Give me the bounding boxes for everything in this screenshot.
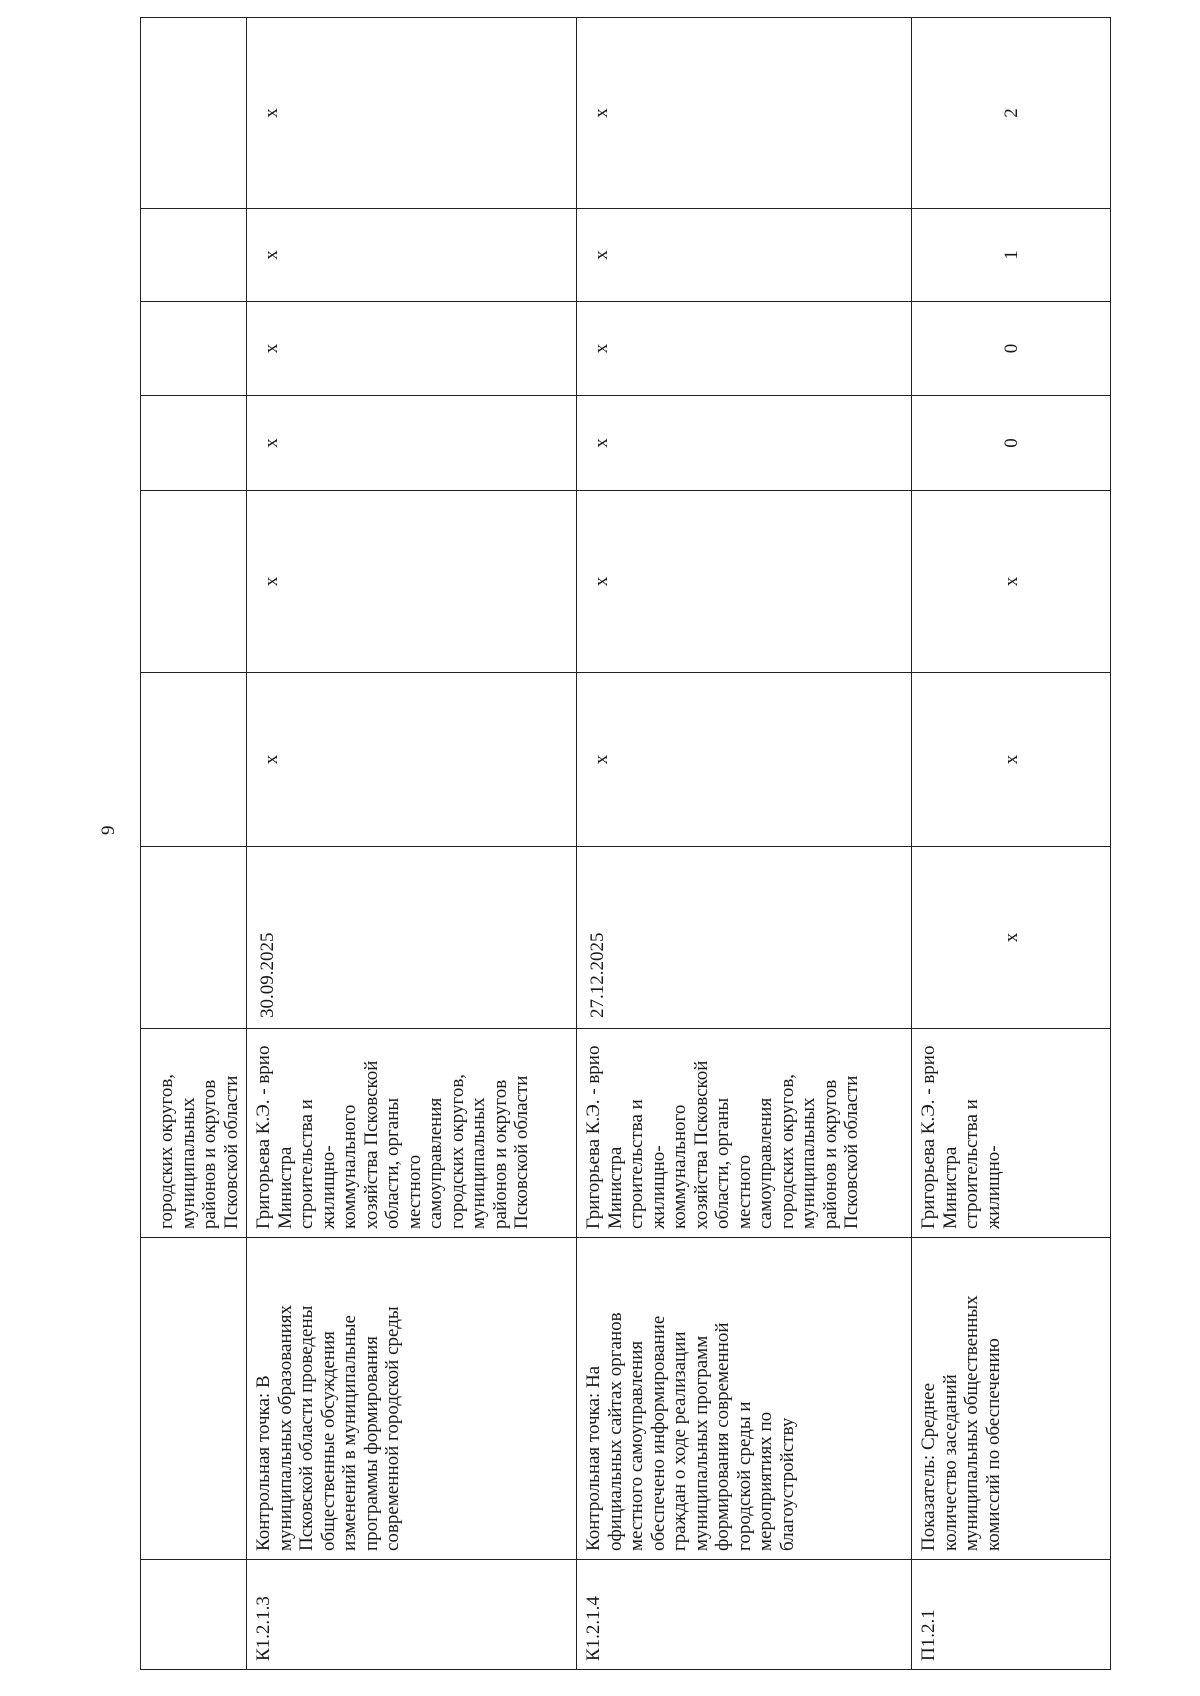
page-number: 9 [98, 825, 119, 835]
table-row [577, 18, 912, 1670]
row-value-4 [141, 302, 247, 396]
row-value-4: x [247, 302, 577, 396]
row-name: Контрольная точка: На официальных сайтах органов местного самоуправления обеспечено информирование граждан о ходе реализации муниципальных программ формирования современной городской среды и мероприятиях по благоустройству [577, 1238, 912, 1560]
row-date [141, 847, 247, 1029]
row-value-5 [141, 209, 247, 302]
table-row [247, 18, 577, 1670]
row-responsible: Григорьева К.Э. - врио Министра строительства и жилищно- коммунального хозяйства Псковской области, органы местного самоуправления городских округов, муниципальных районов и округов Псковской области [247, 1029, 577, 1238]
row-value-2 [141, 491, 247, 673]
row-value-4: x [577, 302, 912, 396]
row-responsible: Григорьева К.Э. - врио Министра строительства и жилищно- [912, 1029, 1111, 1238]
row-date: x [912, 847, 1111, 1029]
row-value-3: 0 [912, 396, 1111, 491]
table-row [141, 18, 247, 1670]
row-value-4: 0 [912, 302, 1111, 396]
row-responsible: Григорьева К.Э. - врио Министра строительства и жилищно- коммунального хозяйства Псковской области, органы местного самоуправления городских округов, муниципальных районов и округов Псковской области [577, 1029, 912, 1238]
row-code: К1.2.1.3 [247, 1560, 577, 1670]
row-value-3: x [577, 396, 912, 491]
row-value-6: x [577, 18, 912, 209]
row-name [141, 1238, 247, 1560]
row-value-5: 1 [912, 209, 1111, 302]
row-value-3: x [247, 396, 577, 491]
row-code: К1.2.1.4 [577, 1560, 912, 1670]
row-date: 30.09.2025 [247, 847, 577, 1029]
row-name: Показатель: Среднее количество заседаний муниципальных общественных комиссий по обеспечению [912, 1238, 1111, 1560]
row-value-5: x [577, 209, 912, 302]
plan-table [140, 17, 1111, 1670]
table-row [912, 18, 1111, 1670]
row-value-5: x [247, 209, 577, 302]
row-responsible: городских округов, муниципальных районов и округов Псковской области [141, 1029, 247, 1238]
row-value-1 [141, 673, 247, 847]
row-value-3 [141, 396, 247, 491]
row-value-6: x [247, 18, 577, 209]
row-value-1: x [247, 673, 577, 847]
row-name: Контрольная точка: В муниципальных образованиях Псковской области проведены общественные обсуждения изменений в муниципальные программы формирования современной городской среды [247, 1238, 577, 1560]
row-date: 27.12.2025 [577, 847, 912, 1029]
row-value-2: x [912, 491, 1111, 673]
row-value-1: x [912, 673, 1111, 847]
row-code: П1.2.1 [912, 1560, 1111, 1670]
row-value-2: x [577, 491, 912, 673]
row-code [141, 1560, 247, 1670]
row-value-1: x [577, 673, 912, 847]
rotated-page-content [140, 18, 1110, 1670]
row-value-2: x [247, 491, 577, 673]
row-value-6: 2 [912, 18, 1111, 209]
row-value-6 [141, 18, 247, 209]
